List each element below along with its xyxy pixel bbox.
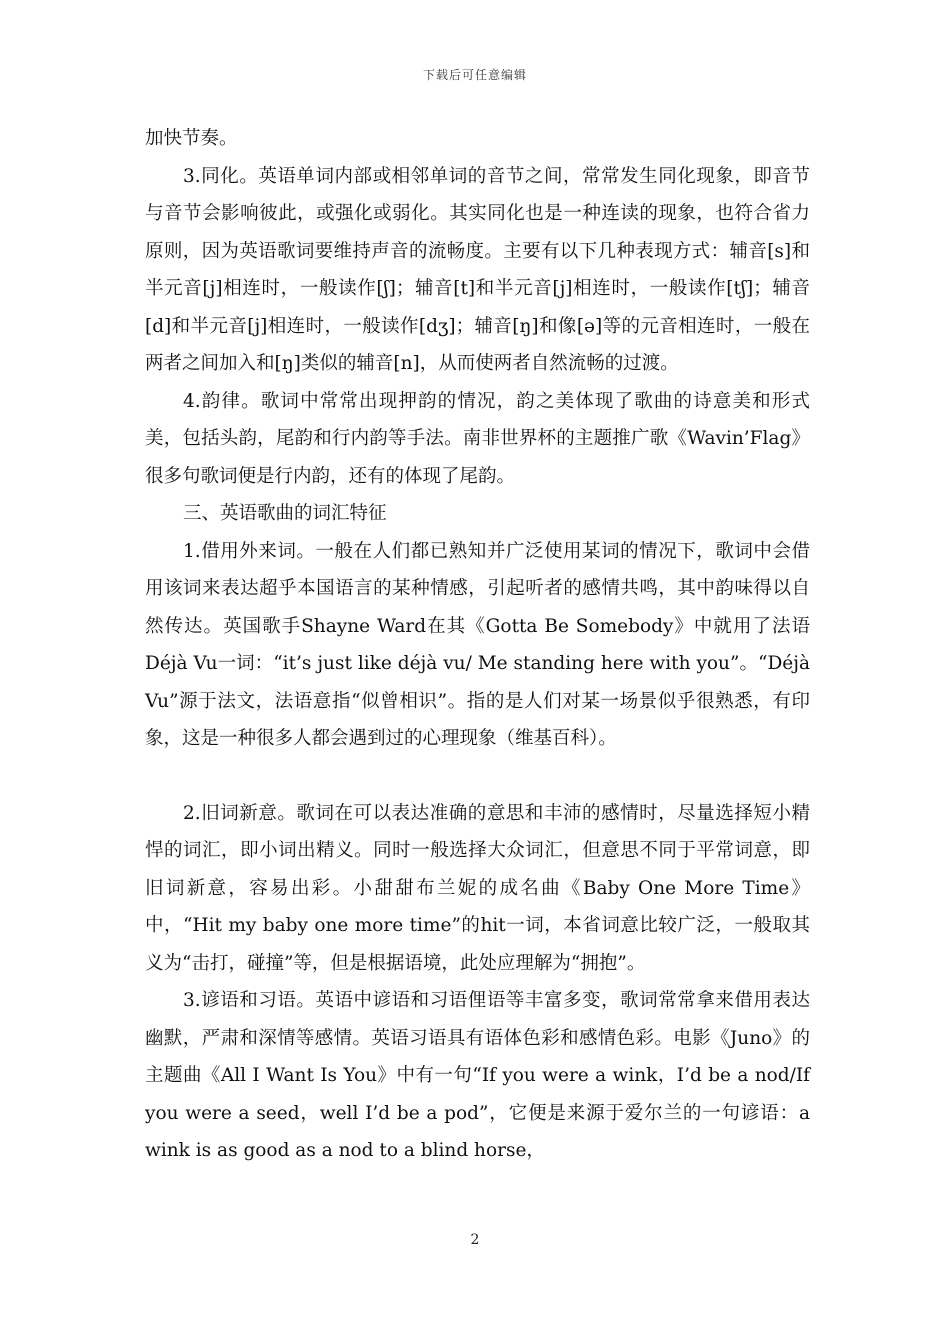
page-number: 2 [470, 1232, 480, 1248]
page-header: 下载后可任意编辑 [422, 68, 527, 82]
blank-line [145, 758, 810, 795]
paragraph-loanwords: 1.借用外来词。一般在人们都已熟知并广泛使用某词的情况下，歌词中会借用该词来表达超乎本国语言的某种情感，引起听者的感情共鸣，其中韵味得以自然传达。英国歌手Shayne Ward在其《Gotta Be Somebody》中就用了法语Déjà Vu一词：“it’s just like déjà vu/ Me standing here with you”。“Déjà Vu”源于法文，法语意指“似曾相识”。指的是人们对某一场景似乎很熟悉，有印象，这是一种很多人都会遇到过的心理现象（维基百科）。 [145, 540, 810, 749]
document-body [145, 120, 810, 1170]
paragraph-proverbs-idioms: 3.谚语和习语。英语中谚语和习语俚语等丰富多变，歌词常常拿来借用表达幽默，严肃和深情等感情。英语习语具有语体色彩和感情色彩。电影《Juno》的主题曲《All I Want Is You》中有一句“If you were a wink，I’d be a nod/If you were a seed，well I’d be a pod”，它便是来源于爱尔兰的一句谚语：a wink is as good as a nod to a blind horse， [145, 990, 810, 1161]
paragraph-rhythm: 4.韵律。歌词中常常出现押韵的情况，韵之美体现了歌曲的诗意美和形式美，包括头韵，尾韵和行内韵等手法。南非世界杯的主题推广歌《Wavin’Flag》很多句歌词便是行内韵，还有的体现了尾韵。 [145, 390, 810, 487]
section-heading-vocabulary: 三、英语歌曲的词汇特征 [183, 503, 387, 524]
paragraph-continuation: 加快节奏。 [145, 128, 238, 149]
paragraph-assimilation: 3.同化。英语单词内部或相邻单词的音节之间，常常发生同化现象，即音节与音节会影响彼此，或强化或弱化。其实同化也是一种连读的现象，也符合省力原则，因为英语歌词要维持声音的流畅度。主要有以下几种表现方式：辅音[s]和半元音[j]相连时，一般读作[ʃ]；辅音[t]和半元音[j]相连时，一般读作[tʃ]；辅音[d]和半元音[j]相连时，一般读作[dʒ]；辅音[ŋ]和像[ə]等的元音相连时，一般在两者之间加入和[ŋ]类似的辅音[n]，从而使两者自然流畅的过渡。 [145, 165, 810, 374]
paragraph-old-words-new-meaning: 2.旧词新意。歌词在可以表达准确的意思和丰沛的感情时，尽量选择短小精悍的词汇，即小词出精义。同时一般选择大众词汇，但意思不同于平常词意，即旧词新意，容易出彩。小甜甜布兰妮的成名曲《Baby One More Time》中，“Hit my baby one more time”的hit一词，本省词意比较广泛，一般取其义为“击打，碰撞”等，但是根据语境，此处应理解为“拥抱”。 [145, 802, 810, 974]
